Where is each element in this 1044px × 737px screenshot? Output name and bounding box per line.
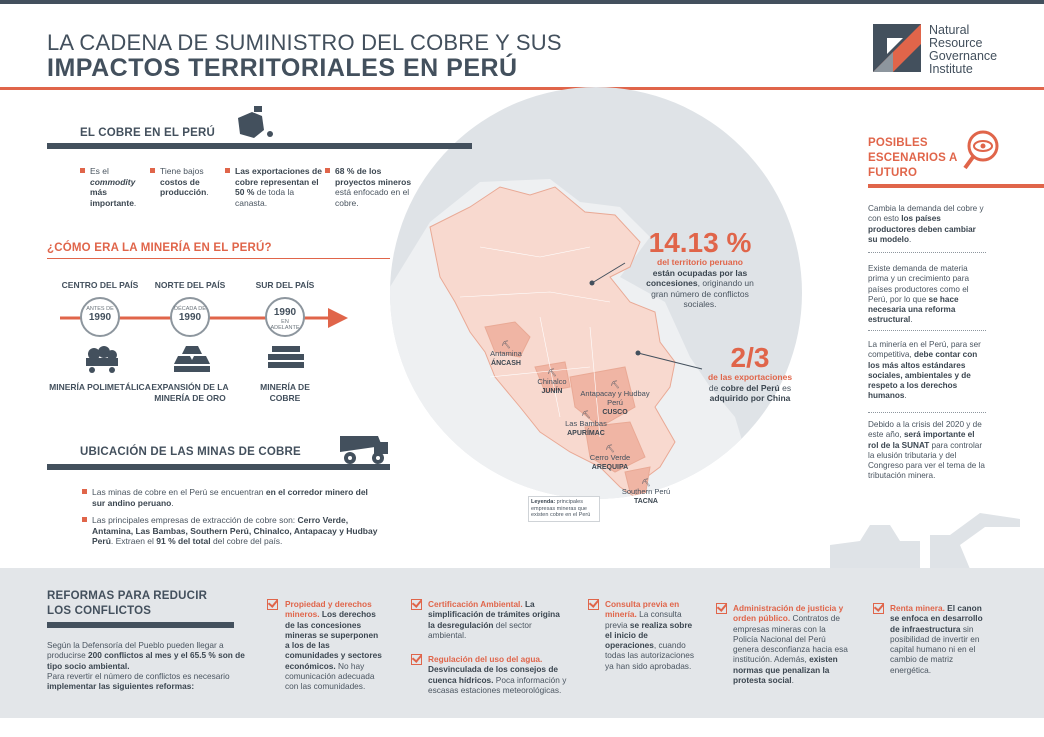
ubicacion-bold: en el corredor minero del sur andino peruano [92, 487, 368, 508]
escenarios-title-line: FUTURO [868, 167, 918, 179]
cobre-item-3 [235, 166, 323, 208]
reforma-heading: Consulta previa en minería. [605, 599, 680, 620]
badge-year: 1990 [273, 307, 297, 318]
reforma-bold: existen normas que penalizan la protesta social [733, 654, 838, 686]
ubicacion-mid: . Extraen el [110, 536, 157, 546]
reformas-intro2-bold: implementar las siguientes reformas: [47, 681, 195, 692]
mine-name: Antamina [490, 349, 522, 358]
machinery-silhouette [820, 505, 1044, 569]
reformas-title-line: LOS CONFLICTOS [47, 605, 152, 617]
stat-exports-value: 2/3 [730, 342, 770, 373]
cobre-item-text: Es el [90, 166, 109, 176]
escenarios-title-line: POSIBLES [868, 137, 928, 149]
mineria-title: ¿CÓMO ERA LA MINERÍA EN EL PERÚ? [47, 242, 272, 254]
ubicacion-post: . [171, 497, 174, 508]
ubicacion-bold-2: 91 % del total [156, 536, 211, 546]
top-rule [0, 0, 1044, 4]
escenario-post: . [910, 315, 913, 325]
ubicacion-text: Las minas de cobre en el Perú se encuentran [92, 487, 266, 497]
stage-2-region: NORTE DEL PAÍS [154, 280, 226, 290]
nrgi-logo-icon [873, 24, 921, 72]
reforma-1 [285, 599, 385, 692]
stage-2-badge [170, 297, 210, 337]
cobre-item-bold: Las exportaciones de cobre representan el 50 % [235, 166, 322, 197]
reforma-text: del sector ambiental. [428, 619, 532, 640]
magnifier-eye-icon [961, 128, 1001, 172]
reforma-heading: Certificación Ambiental. [428, 599, 523, 609]
reforma-post: , cuando todas las autorizaciones ya han sido aprobadas. [605, 640, 695, 671]
ubicacion-bullet-2 [92, 515, 382, 547]
divider [868, 330, 986, 331]
checkbox-icon [267, 599, 278, 610]
escenarios-bar [868, 184, 1044, 188]
escenario-post: . [904, 391, 907, 401]
mine-region: JUNÍN [541, 388, 563, 395]
logo-line: Natural [929, 23, 970, 37]
mine-southern-peru: ⛏ Southern Perú TACNA [621, 478, 671, 505]
cobre-item-4 [335, 166, 417, 208]
escenario-bold: se hace necesaria una reforma estructural [868, 294, 959, 325]
cobre-item-bold: costos de producción [160, 176, 207, 197]
title-line-1: LA CADENA DE SUMINISTRO DEL COBRE Y SUS [47, 30, 562, 55]
escenario-1 [868, 204, 986, 245]
badge-year: 1990 [88, 312, 112, 323]
escenario-3 [868, 340, 986, 402]
stage-3-badge [265, 297, 305, 337]
escenario-post: para controlar la elusión tributaria y del Congreso para ver el tema de la tributación minera. [868, 440, 985, 481]
cobre-item-em: commodity [90, 176, 136, 187]
reformas-intro2-text: Para revertir el número de conflictos es necesario [47, 670, 230, 681]
escenario-bold: debe contar con los más altos estándares sociales, ambientales y de respeto a los derechos humanos [868, 350, 978, 401]
escenario-text: Existe demanda de materia prima y un crecimiento para países productores como el Perú, por lo que [868, 264, 970, 304]
cobre-item-post: . [206, 187, 209, 197]
escenario-4 [868, 420, 986, 482]
escenario-text: La minería en el Perú, para ser competitiva, [868, 340, 981, 360]
badge-top: DÉCADA DE [174, 306, 206, 312]
legend-label: Leyenda: [531, 499, 556, 505]
stat-exports-pre: de [708, 382, 721, 393]
checkbox-icon [873, 603, 884, 614]
mine-region: TACNA [634, 498, 658, 505]
stage-2-name: EXPANSIÓN DE LA MINERÍA DE ORO [151, 382, 229, 403]
escenario-text: Debido a la crisis del 2020 y de este año, [868, 420, 982, 440]
mine-region: CUSCO [602, 409, 628, 416]
badge-year: 1990 [178, 312, 202, 323]
stat-exports-bold-1: cobre del Perú [720, 382, 780, 393]
cobre-item-post: está enfocado en el cobre. [335, 187, 410, 208]
legend-text: principales empresas mineras que existen cobre en el Perú [531, 499, 591, 518]
mine-name: Cerro Verde [589, 453, 631, 462]
reforma-3 [428, 654, 568, 695]
cobre-item-text: Tiene bajos [160, 166, 204, 176]
map-legend [528, 496, 600, 522]
reforma-bold: Desvinculada de los consejos de cuenca hídricos. [428, 664, 559, 685]
escenarios-title [868, 136, 958, 181]
checkbox-icon [588, 599, 599, 610]
cobre-item-post: de toda la canasta. [235, 187, 295, 208]
checkbox-icon [716, 603, 727, 614]
mine-name: Antapacay y Hudbay Perú [580, 389, 650, 407]
mine-cerro-verde: ⛏ Cerro Verde AREQUIPA [589, 444, 631, 471]
stat-exports-bold-2: adquirido por China [709, 393, 791, 403]
divider [868, 252, 986, 253]
stat-territory-post: , originando un gran número de conflictos sociales. [651, 278, 754, 309]
reforma-text: Contratos de empresas mineras con la Policía Nacional del Perú genera desconfianza hacia esa institución. Además, [733, 613, 848, 665]
cobre-item-1 [90, 166, 150, 208]
cobre-item-bold: 68 % de los proyectos mineros [335, 166, 412, 187]
checkbox-icon [411, 654, 422, 665]
reformas-intro [47, 640, 247, 691]
checkbox-icon [411, 599, 422, 610]
mine-name: Chinalco [537, 377, 567, 386]
reforma-heading: Regulación del uso del agua. [428, 654, 543, 664]
mine-region: ÁNCASH [491, 360, 521, 367]
badge-top: ANTES DE [86, 306, 114, 312]
ubicacion-bold: Cerro Verde, Antamina, Las Bambas, Southern Perú, Chinalco, Antapacay y Hudbay Perú [92, 515, 378, 546]
ubicacion-title: UBICACIÓN DE LAS MINAS DE COBRE [80, 446, 301, 458]
reforma-bold: se realiza sobre el inicio de operaciones [605, 619, 693, 651]
escenario-bold: los países productores deben cambiar su modelo [868, 214, 976, 244]
copper-hand-icon [232, 104, 276, 144]
escenario-bold: será importante el rol de la SUNAT [868, 430, 975, 450]
ubicacion-title-bar [47, 464, 390, 470]
escenario-text: Cambia la demanda del cobre y con esto [868, 204, 984, 224]
reforma-post: . [791, 675, 794, 686]
escenarios-title-line: ESCENARIOS A [868, 152, 958, 164]
stat-exports-accent: de las exportaciones [707, 372, 793, 382]
cobre-item-bold: más importante [90, 187, 134, 208]
stage-3-name: MINERÍA DE COBRE [260, 382, 310, 403]
stat-territory-bold: están ocupadas por las concesiones [646, 267, 748, 288]
stat-exports-text [700, 372, 800, 404]
stat-territory-accent: del territorio peruano [657, 257, 743, 267]
reformas-title-line: REFORMAS PARA REDUCIR [47, 590, 208, 602]
reforma-text: sin posibilidad de invertir en capital humano ni en el cambio de matriz energética. [890, 623, 980, 675]
reforma-heading: Propiedad y derechos mineros. [285, 599, 372, 620]
stat-territory-text [640, 257, 760, 310]
reforma-bold: Los derechos de las concesiones mineras se superponen a los de las comunidades y sectores económicos. [285, 609, 382, 671]
mining-truck-icon [338, 432, 390, 466]
logo-line: Governance [929, 49, 998, 63]
reforma-text: Poca información y escasas estaciones meteorológicas. [428, 674, 567, 695]
stat-exports-mid: es [779, 382, 792, 393]
reforma-5 [733, 603, 848, 685]
logo-text [929, 24, 997, 76]
mine-antapacay-hudbay: ⛏ Antapacay y Hudbay Perú CUSCO [580, 380, 650, 416]
escenario-2 [868, 264, 986, 326]
mineria-underline [47, 258, 390, 259]
reformas-title [47, 589, 207, 619]
reforma-heading: Administración de justicia y orden público. [733, 603, 844, 624]
mine-chinalco: ⛏ Chinalco JUNÍN [537, 368, 567, 395]
reforma-6 [890, 603, 990, 675]
escenario-post: . [908, 234, 912, 244]
stage-1-region: CENTRO DEL PAÍS [61, 280, 139, 290]
copper-ingots-icon [266, 344, 306, 374]
title-line-2: IMPACTOS TERRITORIALES EN PERÚ [47, 54, 518, 82]
reforma-2 [428, 599, 563, 640]
stat-territory-value: 14.13 % [648, 227, 752, 258]
reformas-intro-text: Según la Defensoría del Pueblo pueden llegar a producirse [47, 640, 224, 661]
mine-antamina: ⛏ Antamina ÁNCASH [490, 340, 522, 367]
cobre-title: EL COBRE EN EL PERÚ [80, 127, 216, 139]
ubicacion-text: Las principales empresas de extracción de cobre son: [92, 515, 298, 525]
divider [868, 412, 986, 413]
stage-1-badge [80, 297, 120, 337]
cobre-item-post: . [133, 197, 137, 208]
reforma-text: La consulta previa [605, 609, 682, 630]
mine-name: Southern Perú [621, 487, 671, 496]
cobre-title-bar [47, 143, 472, 149]
reforma-heading: Renta minera. [890, 603, 945, 613]
ubicacion-post: del cobre del país. [210, 536, 283, 546]
logo-line: Institute [929, 62, 973, 76]
reforma-bold: La simplificación de trámites origina la desregulación [428, 599, 560, 630]
reforma-text: No hay comunicación adecuada con las comunidades. [285, 660, 375, 692]
reformas-intro-bold: 200 conflictos al mes y el 65.5 % son de tipo socio ambiental. [47, 650, 245, 671]
ore-cart-icon [82, 344, 122, 374]
stage-3-region: SUR DEL PAÍS [255, 280, 315, 290]
mine-region: APURÍMAC [567, 430, 605, 437]
gold-bars-icon [172, 344, 212, 374]
reformas-bar [47, 622, 234, 628]
logo-line: Resource [929, 36, 983, 50]
badge-bottom: EN ADELANTE [270, 319, 300, 331]
reforma-bold: El canon se enfoca en desarrollo de infraestructura [890, 603, 983, 634]
mine-name: Las Bambas [565, 419, 607, 428]
mine-region: AREQUIPA [591, 464, 629, 471]
ubicacion-bullet-1 [92, 487, 372, 508]
cobre-item-2 [160, 166, 222, 198]
stage-1-name: MINERÍA POLIMETÁLICA [49, 382, 151, 392]
reforma-4 [605, 599, 697, 671]
mine-las-bambas: ⛏ Las Bambas APURÍMAC [565, 410, 607, 437]
